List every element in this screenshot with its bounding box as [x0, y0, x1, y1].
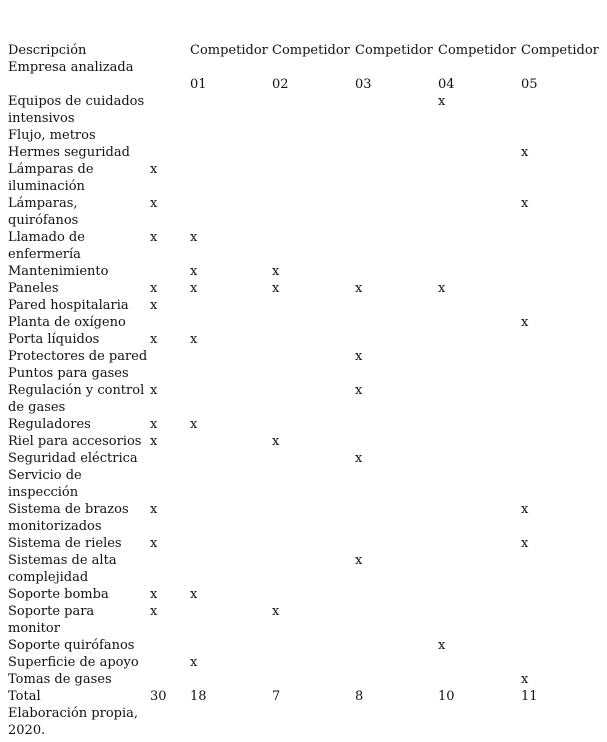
- mark-empresa: x: [150, 230, 158, 245]
- mark-competitor-01: [190, 552, 272, 586]
- mark-empresa: [150, 552, 190, 586]
- mark-competitor-04: [438, 382, 521, 416]
- mark-competitor-05: x: [521, 145, 529, 160]
- mark-competitor-02: [272, 365, 355, 382]
- total-value: 30: [150, 689, 167, 704]
- row-description: Lámparas, quirófanos: [8, 196, 79, 228]
- table-row: [8, 348, 604, 365]
- mark-empresa: x: [150, 298, 158, 313]
- mark-competitor-03: [355, 229, 438, 263]
- mark-competitor-02: [272, 161, 355, 195]
- header-competitor-05: Competidor: [521, 43, 599, 58]
- mark-competitor-05: [521, 433, 604, 450]
- mark-competitor-01: [190, 195, 272, 229]
- mark-competitor-04: [438, 416, 521, 433]
- total-row: [8, 688, 604, 705]
- header-descripcion: Descripción: [8, 43, 87, 58]
- table-row: [8, 331, 604, 348]
- mark-competitor-01: x: [190, 332, 198, 347]
- mark-competitor-03: [355, 535, 438, 552]
- mark-competitor-02: [272, 467, 355, 501]
- header-competitor-03: Competidor: [355, 43, 433, 58]
- header-competitor-number-04: [438, 59, 521, 93]
- table-row: [8, 501, 604, 535]
- mark-competitor-05: x: [521, 315, 529, 330]
- mark-competitor-03: [355, 671, 438, 688]
- comparison-document: [8, 42, 604, 739]
- mark-competitor-05: [521, 416, 604, 433]
- table-row: [8, 365, 604, 382]
- note-row: [8, 705, 604, 739]
- mark-competitor-02: x: [272, 264, 280, 279]
- mark-competitor-05: [521, 637, 604, 654]
- row-description: Lámparas de iluminación: [8, 162, 94, 194]
- table-row: [8, 314, 604, 331]
- mark-competitor-05: [521, 552, 604, 586]
- table-row: [8, 127, 604, 144]
- competitor-table: [8, 42, 604, 739]
- table-row: [8, 93, 604, 127]
- table-row: [8, 450, 604, 467]
- mark-competitor-04: [438, 314, 521, 331]
- mark-competitor-01: [190, 382, 272, 416]
- header-competitor-number-03: [355, 59, 438, 93]
- mark-competitor-02: [272, 144, 355, 161]
- competitor-number: 01: [190, 77, 207, 92]
- mark-competitor-03: x: [355, 451, 363, 466]
- mark-empresa: [150, 144, 190, 161]
- header-empresa-blank: [150, 42, 190, 59]
- row-description: Equipos de cuidados intensivos: [8, 94, 145, 126]
- row-description: Regulación y control de gases: [8, 383, 145, 415]
- mark-competitor-05: x: [521, 536, 529, 551]
- header-competitor-number-02: [272, 59, 355, 93]
- mark-competitor-03: x: [355, 383, 363, 398]
- mark-empresa: [150, 314, 190, 331]
- mark-competitor-04: x: [438, 638, 446, 653]
- row-description: Superficie de apoyo: [8, 655, 139, 670]
- mark-competitor-04: [438, 195, 521, 229]
- mark-competitor-04: [438, 348, 521, 365]
- mark-empresa: x: [150, 434, 158, 449]
- competitor-number: 05: [521, 77, 538, 92]
- mark-competitor-05: x: [521, 672, 529, 687]
- row-description: Soporte para monitor: [8, 604, 95, 636]
- mark-competitor-03: [355, 297, 438, 314]
- table-row: [8, 535, 604, 552]
- table-row: [8, 297, 604, 314]
- mark-competitor-01: [190, 467, 272, 501]
- mark-empresa: x: [150, 162, 158, 177]
- mark-competitor-01: [190, 161, 272, 195]
- mark-competitor-05: x: [521, 196, 529, 211]
- row-description: Hermes seguridad: [8, 145, 130, 160]
- row-description: Planta de oxígeno: [8, 315, 126, 330]
- mark-competitor-01: x: [190, 655, 198, 670]
- mark-empresa: x: [150, 604, 158, 619]
- mark-empresa: x: [150, 587, 158, 602]
- mark-competitor-03: [355, 501, 438, 535]
- mark-competitor-02: x: [272, 604, 280, 619]
- mark-competitor-01: x: [190, 587, 198, 602]
- table-row: [8, 671, 604, 688]
- row-description: Llamado de enfermería: [8, 230, 85, 262]
- table-row: [8, 161, 604, 195]
- row-description: Mantenimiento: [8, 264, 109, 279]
- row-description: Protectores de pared: [8, 349, 148, 364]
- mark-competitor-03: [355, 127, 438, 144]
- row-description: Porta líquidos: [8, 332, 100, 347]
- header-row: [8, 42, 604, 59]
- header-empresa: Empresa analizada: [8, 60, 134, 75]
- table-row: [8, 416, 604, 433]
- mark-competitor-01: x: [190, 264, 198, 279]
- mark-competitor-03: [355, 365, 438, 382]
- mark-competitor-04: x: [438, 94, 446, 109]
- mark-competitor-02: [272, 127, 355, 144]
- mark-competitor-01: [190, 365, 272, 382]
- mark-competitor-05: [521, 229, 604, 263]
- mark-competitor-02: [272, 93, 355, 127]
- header-competitor-number-01: [190, 59, 272, 93]
- row-description: Riel para accesorios: [8, 434, 142, 449]
- mark-competitor-03: [355, 654, 438, 671]
- mark-empresa: [150, 127, 190, 144]
- mark-competitor-01: x: [190, 417, 198, 432]
- mark-competitor-05: x: [521, 502, 529, 517]
- mark-competitor-01: [190, 535, 272, 552]
- mark-competitor-03: [355, 144, 438, 161]
- row-description: Sistemas de alta complejidad: [8, 553, 117, 585]
- table-row: [8, 654, 604, 671]
- mark-competitor-02: [272, 535, 355, 552]
- header-competitor-01: Competidor: [190, 43, 268, 58]
- row-description: Pared hospitalaria: [8, 298, 129, 313]
- table-row: [8, 263, 604, 280]
- table-row: [8, 280, 604, 297]
- mark-empresa: [150, 450, 190, 467]
- mark-competitor-04: [438, 263, 521, 280]
- mark-competitor-05: [521, 586, 604, 603]
- mark-competitor-01: [190, 501, 272, 535]
- mark-competitor-05: [521, 263, 604, 280]
- row-description: Sistema de rieles: [8, 536, 122, 551]
- mark-competitor-04: [438, 552, 521, 586]
- mark-competitor-03: [355, 416, 438, 433]
- mark-competitor-02: [272, 348, 355, 365]
- mark-competitor-05: [521, 161, 604, 195]
- mark-competitor-02: [272, 416, 355, 433]
- mark-empresa: [150, 93, 190, 127]
- table-row: [8, 229, 604, 263]
- total-value: 11: [521, 689, 538, 704]
- table-row: [8, 603, 604, 637]
- row-description: Paneles: [8, 281, 59, 296]
- mark-competitor-02: [272, 654, 355, 671]
- mark-empresa: [150, 467, 190, 501]
- row-description: Puntos para gases: [8, 366, 129, 381]
- mark-competitor-03: [355, 603, 438, 637]
- mark-competitor-03: [355, 314, 438, 331]
- mark-competitor-01: [190, 671, 272, 688]
- row-description: Flujo, metros: [8, 128, 96, 143]
- total-label: Total: [8, 689, 41, 704]
- table-row: [8, 637, 604, 654]
- mark-competitor-02: [272, 382, 355, 416]
- mark-competitor-01: [190, 348, 272, 365]
- mark-competitor-04: [438, 297, 521, 314]
- competitor-number: 03: [355, 77, 372, 92]
- mark-competitor-04: [438, 535, 521, 552]
- table-row: [8, 552, 604, 586]
- mark-competitor-05: [521, 365, 604, 382]
- mark-competitor-03: [355, 586, 438, 603]
- row-description: Soporte bomba: [8, 587, 109, 602]
- mark-competitor-02: [272, 586, 355, 603]
- mark-competitor-02: [272, 552, 355, 586]
- mark-competitor-05: [521, 93, 604, 127]
- mark-competitor-02: [272, 671, 355, 688]
- mark-competitor-03: [355, 467, 438, 501]
- mark-competitor-05: [521, 297, 604, 314]
- mark-competitor-03: [355, 195, 438, 229]
- competitor-number: 02: [272, 77, 289, 92]
- mark-competitor-01: x: [190, 230, 198, 245]
- row-description: Seguridad eléctrica: [8, 451, 138, 466]
- mark-competitor-01: [190, 127, 272, 144]
- mark-competitor-01: [190, 144, 272, 161]
- mark-competitor-02: [272, 314, 355, 331]
- mark-competitor-04: [438, 331, 521, 348]
- mark-competitor-01: [190, 433, 272, 450]
- mark-competitor-04: [438, 365, 521, 382]
- mark-competitor-05: [521, 450, 604, 467]
- mark-competitor-04: x: [438, 281, 446, 296]
- table-row: [8, 433, 604, 450]
- row-description: Soporte quirófanos: [8, 638, 135, 653]
- mark-competitor-05: [521, 382, 604, 416]
- mark-competitor-02: [272, 450, 355, 467]
- table-row: [8, 586, 604, 603]
- mark-competitor-01: [190, 637, 272, 654]
- mark-empresa: x: [150, 281, 158, 296]
- mark-competitor-02: [272, 297, 355, 314]
- mark-competitor-04: [438, 467, 521, 501]
- mark-competitor-01: [190, 297, 272, 314]
- total-value: 7: [272, 689, 281, 704]
- mark-competitor-02: x: [272, 281, 280, 296]
- mark-empresa: [150, 365, 190, 382]
- table-row: [8, 382, 604, 416]
- mark-competitor-03: [355, 93, 438, 127]
- source-note: Elaboración propia, 2020.: [8, 706, 139, 738]
- total-value: 10: [438, 689, 455, 704]
- mark-competitor-04: [438, 450, 521, 467]
- row-description: Reguladores: [8, 417, 91, 432]
- mark-competitor-03: [355, 637, 438, 654]
- mark-empresa: x: [150, 196, 158, 211]
- header-competitor-number-05: [521, 59, 604, 93]
- mark-empresa: x: [150, 502, 158, 517]
- mark-competitor-01: [190, 603, 272, 637]
- mark-competitor-02: [272, 195, 355, 229]
- mark-competitor-05: [521, 467, 604, 501]
- mark-competitor-05: [521, 348, 604, 365]
- mark-empresa: [150, 654, 190, 671]
- mark-competitor-03: x: [355, 281, 363, 296]
- mark-competitor-04: [438, 654, 521, 671]
- row-description: Sistema de brazos monitorizados: [8, 502, 129, 534]
- mark-empresa: x: [150, 332, 158, 347]
- mark-competitor-01: [190, 93, 272, 127]
- mark-competitor-05: [521, 603, 604, 637]
- mark-competitor-02: [272, 501, 355, 535]
- mark-competitor-05: [521, 654, 604, 671]
- table-row: [8, 144, 604, 161]
- table-row: [8, 195, 604, 229]
- header-competitor-02: Competidor: [272, 43, 350, 58]
- mark-competitor-03: [355, 433, 438, 450]
- mark-competitor-01: x: [190, 281, 198, 296]
- mark-competitor-04: [438, 229, 521, 263]
- mark-competitor-02: [272, 229, 355, 263]
- mark-competitor-01: [190, 314, 272, 331]
- mark-competitor-04: [438, 433, 521, 450]
- header-competitor-04: Competidor: [438, 43, 516, 58]
- mark-competitor-02: [272, 331, 355, 348]
- mark-empresa: [150, 348, 190, 365]
- total-value: 18: [190, 689, 207, 704]
- mark-empresa: x: [150, 417, 158, 432]
- mark-empresa: [150, 637, 190, 654]
- mark-competitor-05: [521, 127, 604, 144]
- mark-competitor-02: [272, 637, 355, 654]
- mark-competitor-03: x: [355, 349, 363, 364]
- row-description: Tomas de gases: [8, 672, 112, 687]
- mark-competitor-04: [438, 144, 521, 161]
- mark-competitor-05: [521, 280, 604, 297]
- mark-empresa: [150, 263, 190, 280]
- header-row-2: [8, 59, 604, 93]
- mark-competitor-04: [438, 161, 521, 195]
- total-value: 8: [355, 689, 364, 704]
- mark-competitor-03: [355, 161, 438, 195]
- mark-competitor-05: [521, 331, 604, 348]
- mark-competitor-03: [355, 331, 438, 348]
- table-row: [8, 467, 604, 501]
- mark-empresa: x: [150, 383, 158, 398]
- row-description: Servicio de inspección: [8, 468, 82, 500]
- mark-competitor-03: x: [355, 553, 363, 568]
- mark-empresa: x: [150, 536, 158, 551]
- mark-competitor-04: [438, 586, 521, 603]
- mark-competitor-04: [438, 671, 521, 688]
- mark-competitor-02: x: [272, 434, 280, 449]
- competitor-number: 04: [438, 77, 455, 92]
- mark-competitor-04: [438, 127, 521, 144]
- mark-empresa: [150, 671, 190, 688]
- mark-competitor-04: [438, 603, 521, 637]
- mark-competitor-04: [438, 501, 521, 535]
- mark-competitor-01: [190, 450, 272, 467]
- mark-competitor-03: [355, 263, 438, 280]
